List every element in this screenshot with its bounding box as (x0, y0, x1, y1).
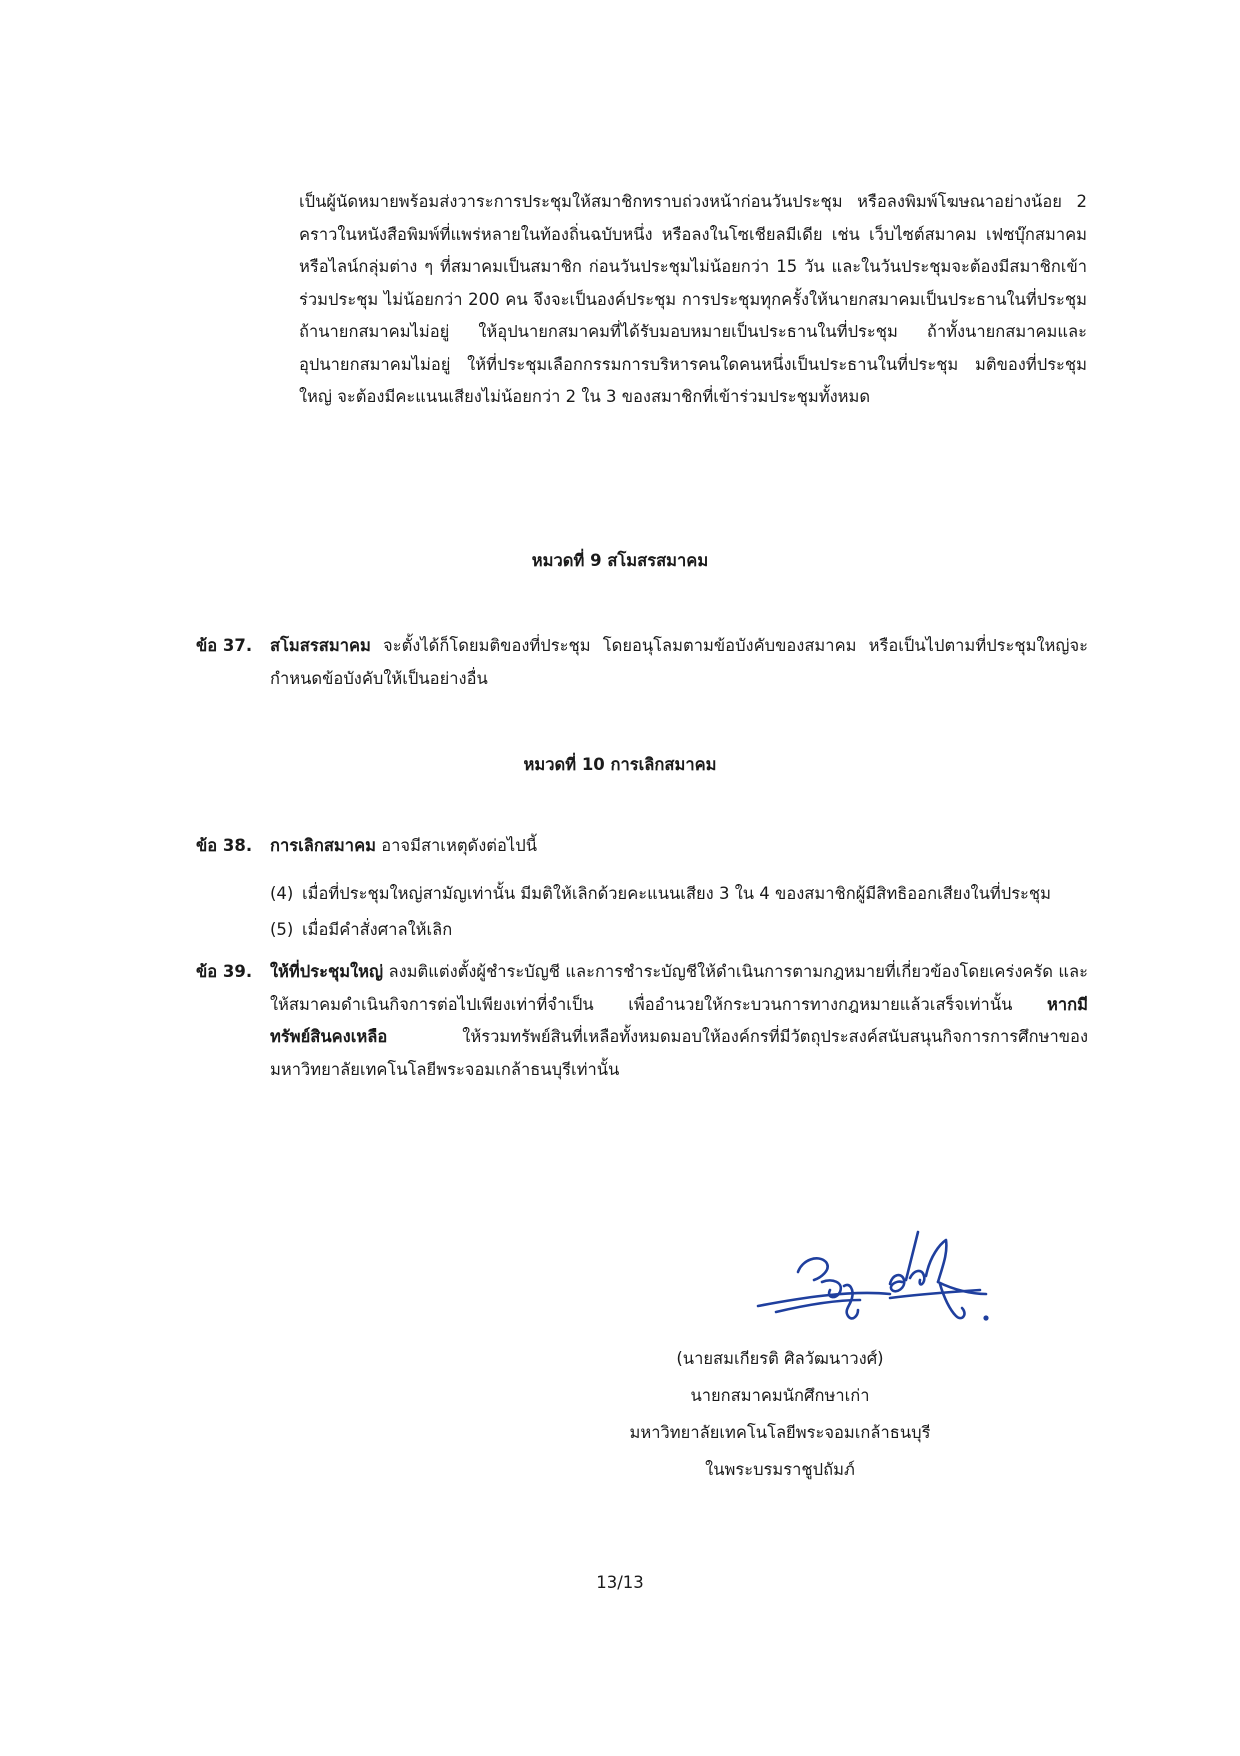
section-10-heading: หมวดที่ 10 การเลิกสมาคม (523, 755, 717, 774)
signatory-patronage: ในพระบรมราชูปถัมภ์ (705, 1460, 855, 1479)
signature-block (560, 1340, 1000, 1488)
clause-39-body (270, 956, 1088, 1086)
clause-39 (196, 956, 1088, 1086)
handwritten-signature (740, 1220, 1000, 1340)
clause-38-item-text: เมื่อมีคำสั่งศาลให้เลิก (302, 920, 453, 939)
clause-37-number: ข้อ 37. (196, 636, 253, 655)
clause-38-text: อาจมีสาเหตุดังต่อไปนี้ (376, 836, 537, 855)
clause-38-item-text: เมื่อที่ประชุมใหญ่สามัญเท่านั้น มีมติให้เลิกด้วยคะแนนเสียง 3 ใน 4 ของสมาชิกผู้มีสิทธิออกเสียงในที่ประชุม (302, 884, 1051, 903)
clause-38-item (270, 914, 1090, 947)
clause-38-number: ข้อ 38. (196, 836, 253, 855)
clause-38 (196, 830, 1088, 863)
clause-38-item-number: (4) (270, 884, 294, 903)
clause-39-title: ให้ที่ประชุมใหญ่ (270, 962, 384, 981)
signatory-name: (นายสมเกียรติ ศิลวัฒนาวงศ์) (676, 1349, 884, 1368)
clause-37-body (270, 630, 1088, 695)
clause-39-remaining-assets: หากมีทรัพย์สินคงเหลือ (270, 994, 1088, 1046)
intro-paragraph: เป็นผู้นัดหมายพร้อมส่งวาระการประชุมให้สมาชิกทราบถ่วงหน้าก่อนวันประชุม หรือลงพิมพ์โฆษณาอย่างน้อย 2 คราวในหนังสือพิมพ์ที่แพร่หลายในท้องถิ่นฉบับหนึ่ง หรือลงในโซเชียลมีเดีย เช่น เว็บไซต์สมาคม เฟซบุ๊กสมาคม หรือไลน์กลุ่มต่าง ๆ ที่สมาคมเป็นสมาชิก ก่อนวันประชุมไม่น้อยกว่า 15 วัน และในวันประชุมจะต้องมีสมาชิกเข้าร่วมประชุม ไม่น้อยกว่า 200 คน จึงจะเป็นองค์ประชุม การประชุมทุกครั้งให้นายกสมาคมเป็นประธานในที่ประชุม ถ้านายกสมาคมไม่อยู่ ให้อุปนายกสมาคมที่ได้รับมอบหมายเป็นประธานในที่ประชุม ถ้าทั้งนายกสมาคมและอุปนายกสมาคมไม่อยู่ ให้ที่ประชุมเลือกกรรมการบริหารคนใดคนหนึ่งเป็นประธานในที่ประชุม มติของที่ประชุมใหญ่ จะต้องมีคะแนนเสียงไม่น้อยกว่า 2 ใน 3 ของสมาชิกที่เข้าร่วมประชุมทั้งหมด (299, 192, 1087, 406)
clause-37 (196, 630, 1088, 695)
signatory-organization: มหาวิทยาลัยเทคโนโลยีพระจอมเกล้าธนบุรี (629, 1423, 931, 1442)
section-9-heading: หมวดที่ 9 สโมสรสมาคม (531, 551, 709, 570)
clause-38-title: การเลิกสมาคม (270, 836, 376, 855)
page-number: 13/13 (596, 1573, 644, 1592)
clause-38-item-number: (5) (270, 920, 294, 939)
clause-38-item (270, 878, 1090, 911)
clause-37-title: สโมสรสมาคม (270, 636, 371, 655)
clause-39-text-1: ลงมติแต่งตั้งผู้ชำระบัญชี และการชำระบัญชีให้ดำเนินการตามกฎหมายที่เกี่ยวข้องโดยเคร่งครัด และให้สมาคมดำเนินกิจการต่อไปเพียงเท่าที่จำเป็น เพื่ออำนวยให้กระบวนการทางกฎหมายแล้วเสร็จเท่านั้น (270, 962, 1088, 1014)
clause-37-text: จะตั้งได้ก็โดยมติของที่ประชุม โดยอนุโลมตามข้อบังคับของสมาคม หรือเป็นไปตามที่ประชุมใหญ่จะกำหนดข้อบังคับให้เป็นอย่างอื่น (270, 636, 1088, 688)
clause-39-text-2: ให้รวมทรัพย์สินที่เหลือทั้งหมดมอบให้องค์กรที่มีวัตถุประสงค์สนับสนุนกิจการการศึกษาของมหาวิทยาลัยเทคโนโลยีพระจอมเกล้าธนบุรีเท่านั้น (270, 1027, 1088, 1079)
signatory-title: นายกสมาคมนักศึกษาเก่า (690, 1386, 870, 1405)
clause-39-number: ข้อ 39. (196, 962, 253, 981)
clause-38-body (270, 830, 1088, 863)
